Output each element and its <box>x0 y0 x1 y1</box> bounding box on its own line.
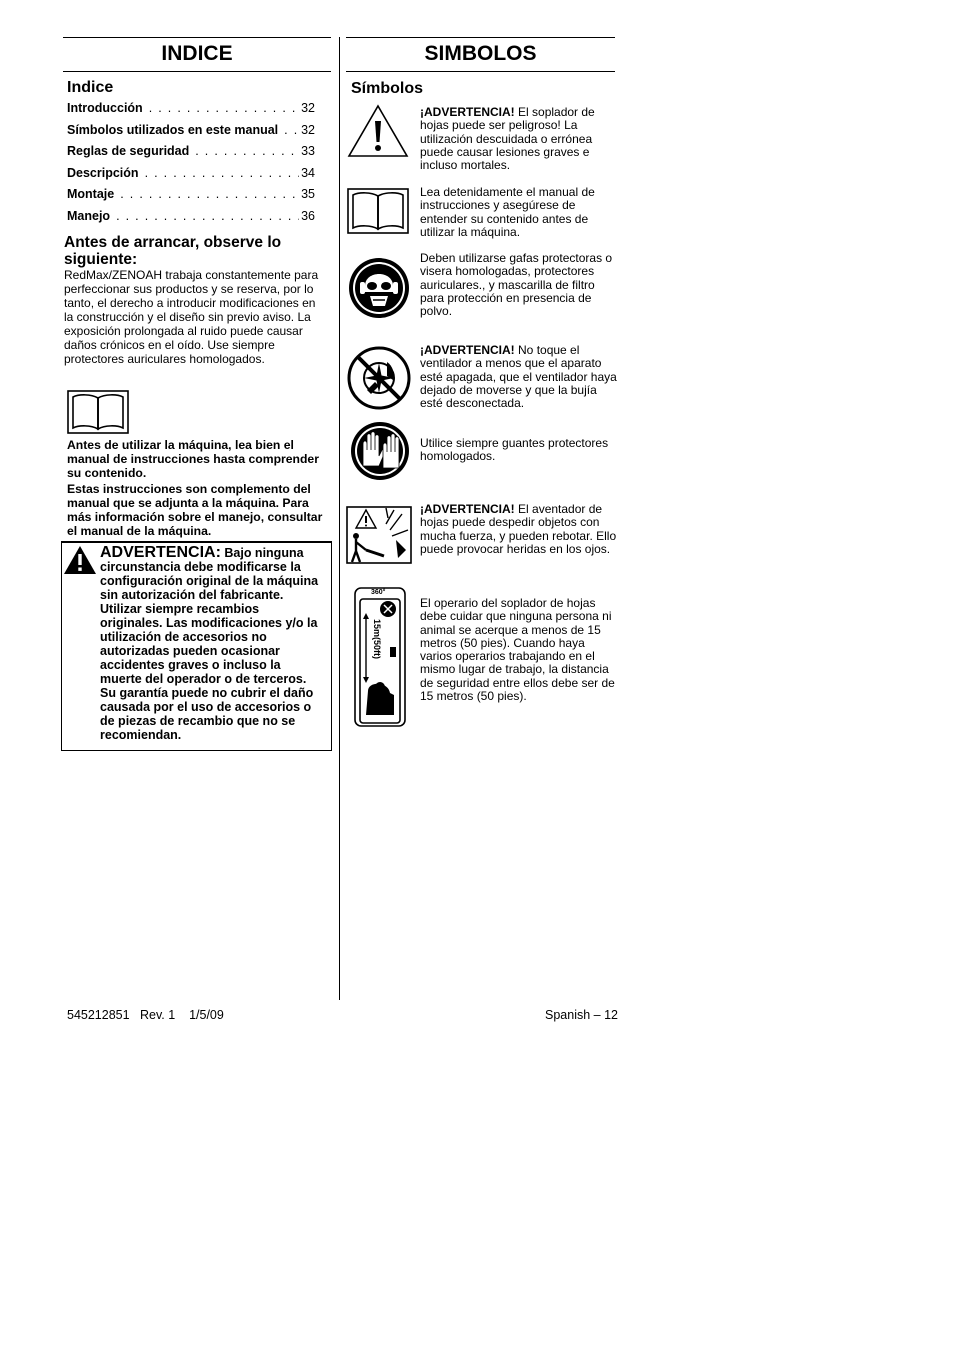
warning-triangle-icon <box>63 545 97 575</box>
toc-row[interactable]: Reglas de seguridad . . . 33 <box>67 144 315 166</box>
warning-triangle-icon <box>347 104 409 158</box>
simbolos-header: SIMBOLOS <box>346 37 615 72</box>
page-number: Spanish – 12 <box>545 1008 618 1022</box>
simbolos-title: Símbolos <box>351 80 424 97</box>
indice-header: INDICE <box>63 37 331 72</box>
toc-row[interactable]: Montaje . . . 35 <box>67 187 315 209</box>
document-info: 545212851 Rev. 1 1/5/09 <box>67 1008 224 1022</box>
table-of-contents <box>67 101 315 231</box>
warning-text-block <box>100 546 320 742</box>
toc-row[interactable]: Símbolos utilizados en este manual . . . 32 <box>67 123 315 145</box>
toc-row[interactable]: Introducción . . . 32 <box>67 101 315 123</box>
manual-note-2: Estas instrucciones son complemento del manual que se adjunta a la máquina. Para más información sobre el manejo, consultar el manual de la máquina. <box>67 482 323 538</box>
symbol-text: ¡ADVERTENCIA! El soplador de hojas puede ser peligroso! La utilización descuidada o errónea puede causar lesiones graves e incluso mortales. <box>420 105 595 173</box>
no-touch-fan-icon <box>347 346 411 410</box>
warning-box <box>61 541 332 751</box>
symbol-text: Lea detenidamente el manual de instrucciones y asegúrese de entender su contenido antes de utilizar la máquina. <box>420 185 595 239</box>
symbol-text: ¡ADVERTENCIA! El aventador de hojas puede despedir objetos con mucha fuerza, y pueden rebotar. Ello puede provocar heridas en los ojos. <box>420 502 617 556</box>
manual-note-1: Antes de utilizar la máquina, lea bien el manual de instrucciones hasta comprender su contenido. <box>67 438 319 480</box>
column-divider <box>339 37 340 1000</box>
toc-title: Indice <box>67 79 114 96</box>
symbol-text: Deben utilizarse gafas protectoras o visera homologadas, protectores auriculares., y mascarilla de filtro para protección en presencia de polvo. <box>420 251 613 319</box>
manual-book-icon <box>347 188 409 234</box>
thrown-objects-icon <box>346 506 412 564</box>
angle-label: 360° <box>371 589 386 596</box>
toc-row[interactable]: Descripción . . . 34 <box>67 166 315 188</box>
symbol-text: Utilice siempre guantes protectores homologados. <box>420 436 609 464</box>
antes-body: RedMax/ZENOAH trabaja constantemente para perfeccionar sus productos y se reserva, por lo tanto, el derecho a introducir modificaciones en la construcción y el diseño sin previo aviso. La exposición prolongada al ruido puede causar daños crónicos en el oído. Use siempre protectores auriculares homologados. <box>64 268 319 366</box>
safety-distance-icon <box>354 587 406 727</box>
gloves-icon <box>349 420 411 482</box>
toc-row[interactable]: Manejo . . . 36 <box>67 209 315 231</box>
antes-title: Antes de arrancar, observe lo siguiente: <box>64 234 282 268</box>
warning-label: ADVERTENCIA: <box>100 544 221 561</box>
protective-gear-icon <box>347 256 411 320</box>
distance-label: 15m(50ft) <box>372 619 382 660</box>
symbol-text: ¡ADVERTENCIA! No toque el ventilador a menos que el aparato esté apagada, que el ventilador haya dejado de moverse y que la bujía esté desconectada. <box>420 343 617 411</box>
warning-text: Bajo ninguna circunstancia debe modificarse la configuración original de la máquina sin autorización del fabricante. Utilizar siempre recambios originales. Las modificaciones y/o la utilización de accesorios no autorizadas pueden ocasionar accidentes graves o incluso la muerte del operador o de terceros. Su garantía puede no cubrir el daño causada por el uso de accesorios o de piezas de recambio que no se recomiendan. <box>100 546 319 742</box>
manual-book-icon <box>67 390 129 434</box>
symbol-text: El operario del soplador de hojas debe cuidar que ninguna persona ni animal se acerque a menos de 15 metros (50 pies). Cuando haya varios operarios trabajando en el mismo lugar de trabajo, la distancia de seguridad entre ellos debe ser de 15 metros (50 pies). <box>420 596 615 704</box>
